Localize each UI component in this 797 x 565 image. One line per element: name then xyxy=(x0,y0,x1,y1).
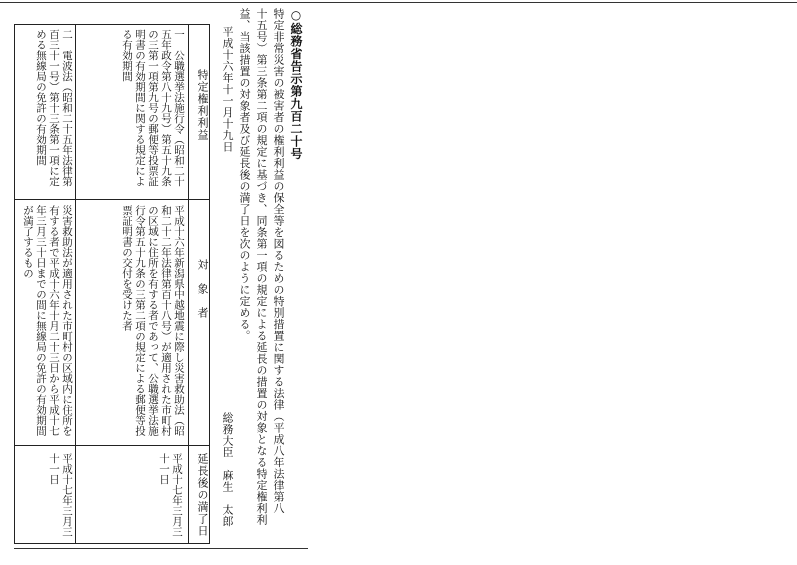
header-divider xyxy=(188,25,189,543)
table-cell-row1-rights: 一 公職選挙法施行令（昭和二十五年政令第八十九号）第五十九条の三第一項第九号の郵便等投票証明書の有効期間に関する規定による有効期間 xyxy=(121,29,185,187)
minister-signature: 総務大臣 麻生 太郎 xyxy=(221,412,234,527)
notice-body-line-1: 特定非常災害の被害者の権利利益の保全等を図るための特別措置に関する法律（平成八年法律第八 xyxy=(272,8,285,514)
bottom-rule xyxy=(14,548,308,549)
table-cell-row2-rights: 二 電波法（昭和二十五年法律第百三十一号）第十三条第一項に定める無線局の免許の有効期間 xyxy=(35,29,73,187)
rights-table xyxy=(14,24,210,544)
table-cell-row2-target: 災害救助法が適用された市町村の区域内に住所を有する者で平成十六年十月二十三日から平成十七年三月三十日までの間に無線局の免許の有効期間が満了するもの xyxy=(22,205,73,436)
header-rights: 特定権利利益 xyxy=(196,69,209,141)
notice-body-line-2: 十五号）第三条第二項の規定に基づき、同条第一項の規定による延長の措置の対象となる特定権利利 xyxy=(255,8,268,526)
header-target: 対 象 者 xyxy=(196,259,209,319)
table-cell-row1-expiry: 平成十七年三月三十一日 xyxy=(158,453,183,537)
table-cell-row2-expiry: 平成十七年三月三十一日 xyxy=(48,453,73,537)
notice-date: 平成十六年十一月十九日 xyxy=(221,26,234,153)
column-divider xyxy=(75,25,76,543)
row-divider-1 xyxy=(15,199,209,200)
top-rule xyxy=(0,2,797,3)
notice-body-line-3: 益、当該措置の対象者及び延長後の満了日を次のように定める。 xyxy=(238,8,251,342)
row-divider-2 xyxy=(15,445,209,446)
notice-title: ○総務省告示第九百二十号 xyxy=(289,8,303,160)
header-expiry: 延長後の満了日 xyxy=(196,453,209,537)
table-cell-row1-target: 平成十六年新潟県中越地震に際し災害救助法（昭和二十二年法律第百十八号）が適用された市町村の区域に住所を有する者であって、公職選挙法施行令第五十九条の三第二項の規定による郵便等投票証明書の交付を受けた者 xyxy=(121,205,185,436)
